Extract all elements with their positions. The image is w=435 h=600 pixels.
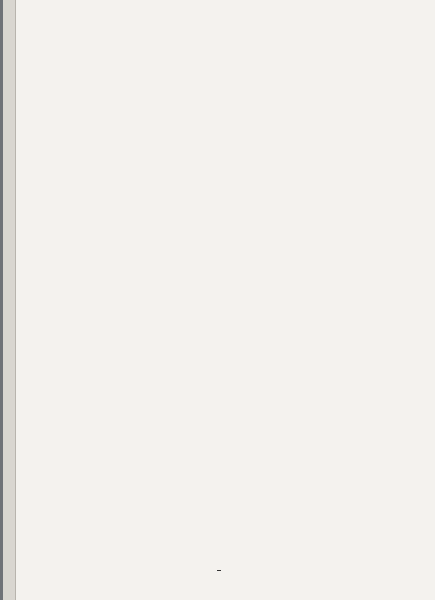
- scanned-page: [3, 0, 435, 600]
- previous-page-edge: [3, 0, 16, 600]
- page-content: [23, 6, 425, 13]
- page-number: [3, 561, 435, 570]
